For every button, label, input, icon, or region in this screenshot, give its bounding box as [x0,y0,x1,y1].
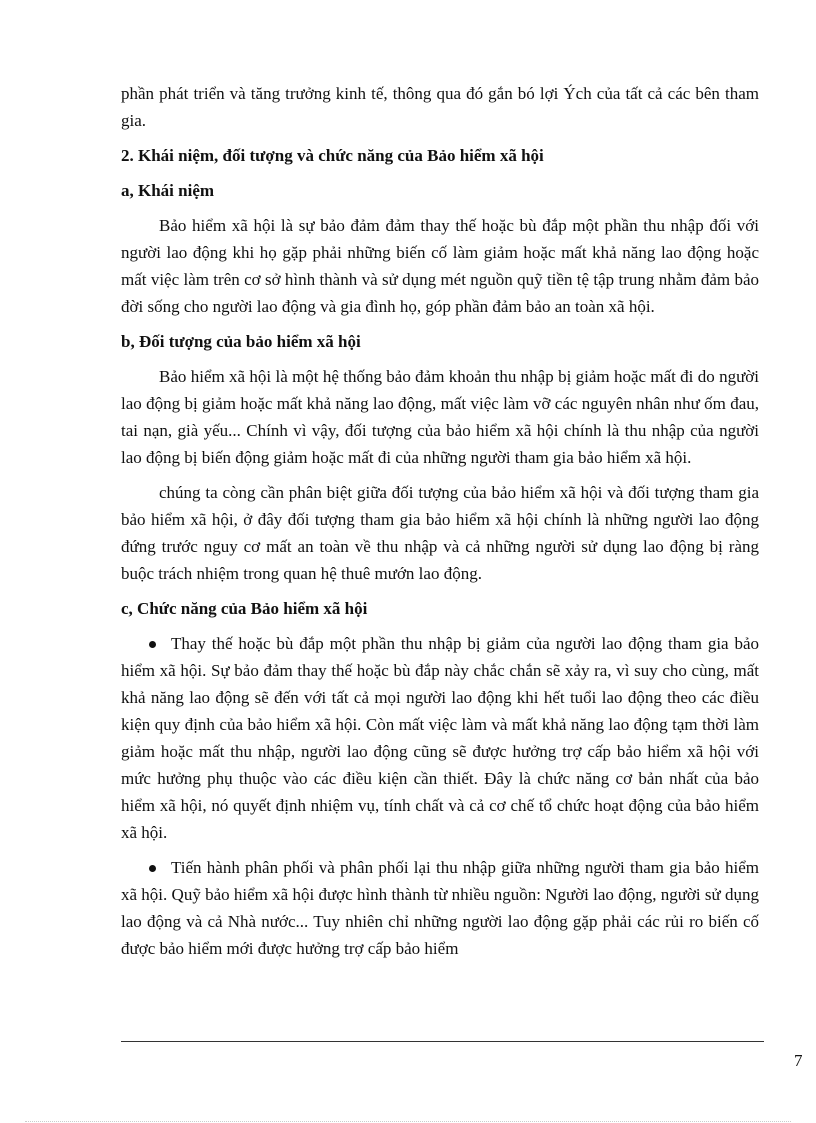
section-heading-2: 2. Khái niệm, đối tượng và chức năng của Bảo hiểm xã hội [121,146,544,165]
page-bottom-dotted-line [25,1121,791,1122]
paragraph-object-1: Bảo hiểm xã hội là một hệ thống bảo đảm khoản thu nhập bị giảm hoặc mất đi do người lao động bị giảm hoặc mất khả năng lao động, mất việc làm vỡ các nguyên nhân như ốm đau, tai nạn, già yếu... Chính vì vậy, đối tượng của bảo hiểm xã hội chính là thu nhập của người lao động bị biến động giảm hoặc mất đi của những người tham gia bảo hiểm xã hội. [121,367,759,467]
subheading-a: a, Khái niệm [121,181,215,200]
bullet-text-1: Thay thế hoặc bù đắp một phần thu nhập bị giảm của người lao động tham gia bảo hiểm xã hội. Sự bảo đảm thay thế hoặc bù đắp này chắc chắn sẽ xảy ra, vì suy cho cùng, mất khả năng lao động sẽ đến với tất cả mọi người lao động khi hết tuổi lao động theo các điều kiện quy định của bảo hiểm xã hội. Còn mất việc làm và mất khả năng lao động tạm thời làm giảm hoặc mất thu nhập, người lao động cũng sẽ được hưởng trợ cấp bảo hiểm xã hội với mức hưởng phụ thuộc vào các điều kiện cần thiết. Đây là chức năng cơ bản nhất của bảo hiểm xã hội, nó quyết định nhiệm vụ, tính chất và cả cơ chế tổ chức hoạt động của bảo hiểm xã hội. [121,634,759,842]
subheading-b: b, Đối tượng của bảo hiểm xã hội [121,332,361,351]
bullet-item-1 [121,630,759,846]
paragraph-continuation: phần phát triển và tăng trưởng kinh tế, thông qua đó gắn bó lợi Ých của tất cả các bên tham gia. [121,84,759,130]
page-body [121,80,759,962]
paragraph-concept: Bảo hiểm xã hội là sự bảo đảm đảm thay thế hoặc bù đắp một phần thu nhập đối với người lao động khi họ gặp phải những biến cố làm giảm hoặc mất khả năng lao động hoặc mất việc làm trên cơ sở hình thành và sử dụng mét nguồn quỹ tiền tệ tập trung nhằm đảm bảo đời sống cho người lao động và gia đình họ, góp phần đảm bảo an toàn xã hội. [121,216,759,316]
bullet-item-2 [121,854,759,962]
page-number: 7 [794,1051,803,1070]
bullet-dot-icon [149,641,156,648]
bullet-text-2: Tiến hành phân phối và phân phối lại thu nhập giữa những người tham gia bảo hiểm xã hội. Quỹ bảo hiểm xã hội được hình thành từ nhiều nguồn: Người lao động, người sử dụng lao động và cả Nhà nước... Tuy nhiên chỉ những người lao động gặp phải các rủi ro biến cố được bảo hiểm mới được hưởng trợ cấp bảo hiểm [121,858,759,958]
footer-divider [121,1041,764,1042]
bullet-dot-icon [149,865,156,872]
paragraph-object-2: chúng ta còng cần phân biệt giữa đối tượng của bảo hiểm xã hội và đối tượng tham gia bảo hiểm xã hội, ở đây đối tượng tham gia bảo hiểm xã hội chính là những người lao động đứng trước nguy cơ mất an toàn về thu nhập và cả những người sử dụng lao động bị ràng buộc trách nhiệm trong quan hệ thuê mướn lao động. [121,483,759,583]
subheading-c: c, Chức năng của Bảo hiểm xã hội [121,599,368,618]
